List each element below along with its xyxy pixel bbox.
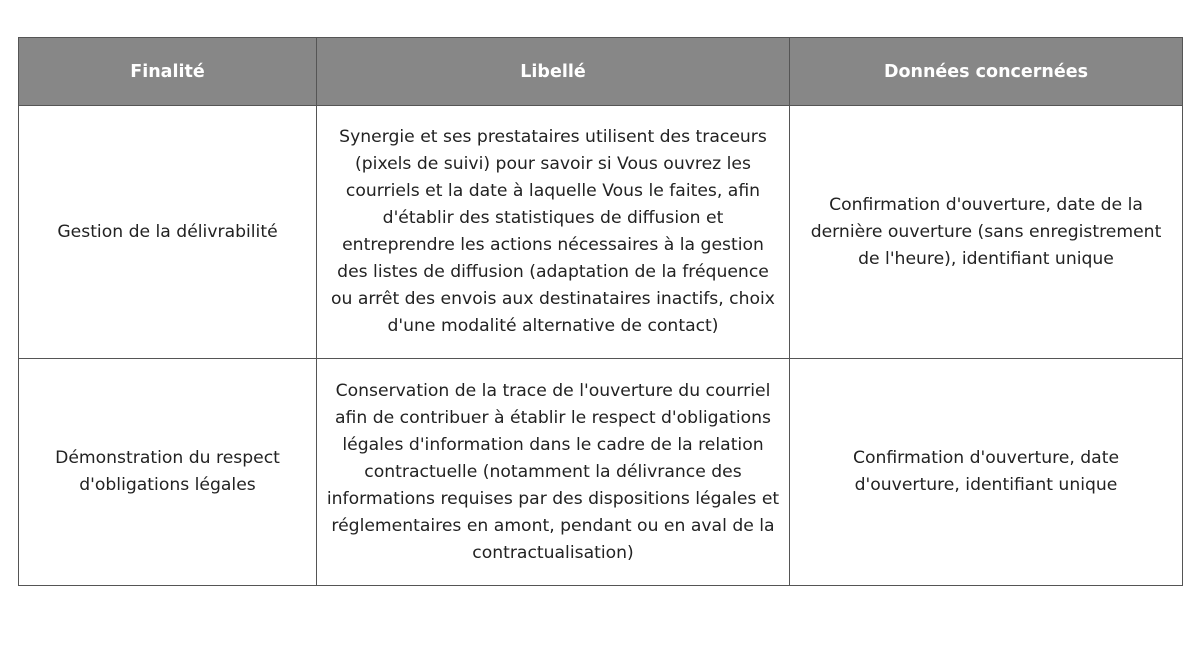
header-donnees-concernees: Données concernées [790,38,1183,106]
data-table-container [18,37,1182,586]
cookie-purpose-table [18,37,1183,586]
cell-donnees: Confirmation d'ouverture, date d'ouverture, identifiant unique [790,359,1183,586]
cell-donnees: Confirmation d'ouverture, date de la dernière ouverture (sans enregistrement de l'heure), identifiant unique [790,106,1183,359]
header-libelle: Libellé [317,38,790,106]
cell-libelle: Conservation de la trace de l'ouverture du courriel afin de contribuer à établir le respect d'obligations légales d'information dans le cadre de la relation contractuelle (notamment la délivrance des informations requises par des dispositions légales et réglementaires en amont, pendant ou en aval de la contractualisation) [317,359,790,586]
cell-finalite: Démonstration du respect d'obligations légales [19,359,317,586]
table-row [19,359,1183,586]
cell-finalite: Gestion de la délivrabilité [19,106,317,359]
cell-libelle: Synergie et ses prestataires utilisent des traceurs (pixels de suivi) pour savoir si Vous ouvrez les courriels et la date à laquelle Vous le faites, afin d'établir des statistiques de diffusion et entreprendre les actions nécessaires à la gestion des listes de diffusion (adaptation de la fréquence ou arrêt des envois aux destinataires inactifs, choix d'une modalité alternative de contact) [317,106,790,359]
header-finalite: Finalité [19,38,317,106]
table-row [19,106,1183,359]
table-header-row [19,38,1183,106]
